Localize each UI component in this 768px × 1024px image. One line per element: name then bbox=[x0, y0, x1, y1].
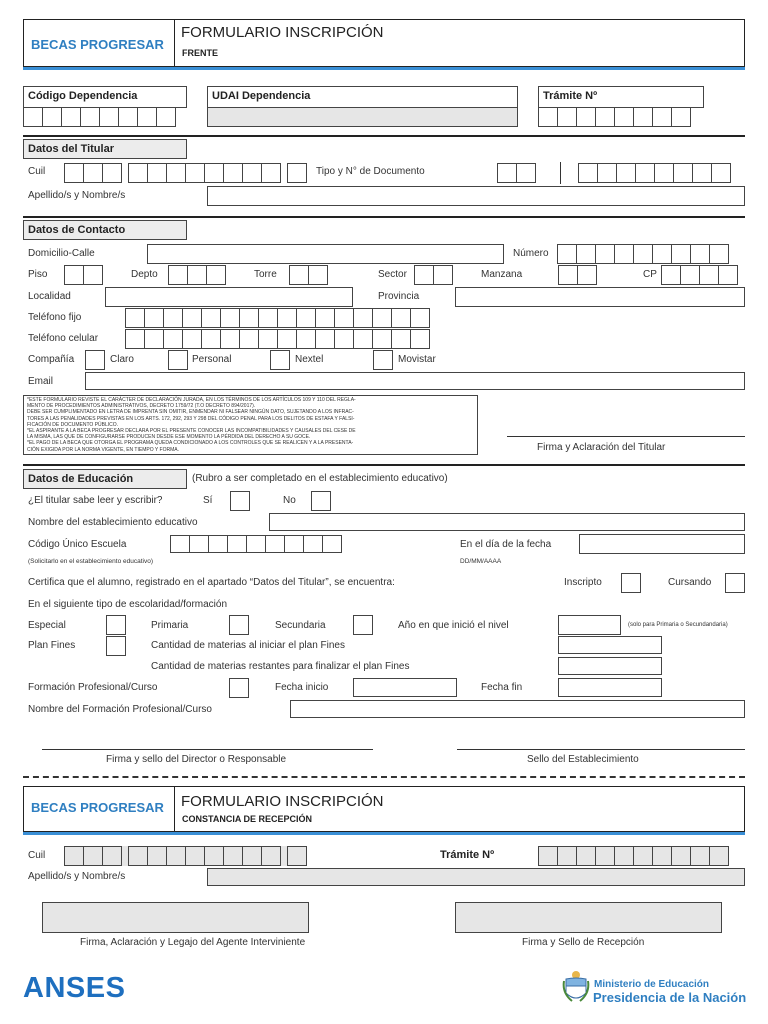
form-prof-label: Formación Profesional/Curso bbox=[28, 682, 158, 693]
legal-line: TORES A LAS PENALIDADES PREVISTAS EN LOS ARTS. 172, 292, 293 Y 298 DEL CÓDIGO PENAL PARA LOS DELITOS DE ESTAFA Y FALSI- bbox=[27, 415, 355, 422]
form-title: FORMULARIO INSCRIPCIÓN bbox=[181, 24, 384, 41]
inscripto-label: Inscripto bbox=[564, 577, 602, 588]
section-educacion: Datos de Educación bbox=[23, 469, 187, 489]
cant-restantes-label: Cantidad de materias restantes para finalizar el plan Fines bbox=[151, 661, 410, 672]
apellido-input[interactable] bbox=[207, 186, 745, 206]
si-checkbox[interactable] bbox=[230, 491, 250, 511]
constancia-apellido-input[interactable] bbox=[207, 868, 745, 886]
nombre-form-label: Nombre del Formación Profesional/Curso bbox=[28, 704, 212, 715]
legal-line: FICACIÓN DE DOCUMENTO PÚBLICO. bbox=[27, 421, 119, 428]
legal-text bbox=[27, 397, 477, 453]
sello-est-label: Sello del Establecimiento bbox=[527, 754, 639, 765]
torre-label: Torre bbox=[254, 269, 277, 280]
firma-agente-box[interactable] bbox=[42, 902, 309, 933]
cant-iniciar-input[interactable] bbox=[558, 636, 662, 654]
section-contacto: Datos de Contacto bbox=[23, 220, 187, 240]
constancia-cuil-label: Cuil bbox=[28, 850, 46, 861]
personal-label: Personal bbox=[192, 354, 232, 365]
fecha-dia-label: En el día de la fecha bbox=[460, 539, 552, 550]
rule-contacto bbox=[23, 216, 745, 218]
header-divider bbox=[174, 19, 175, 67]
ministerio-label: Ministerio de Educación bbox=[594, 979, 710, 990]
cue-note: (Solicitarlo en el establecimiento educativo) bbox=[28, 558, 154, 565]
numero-doc-cells[interactable] bbox=[578, 163, 730, 183]
fecha-dia-input[interactable] bbox=[579, 534, 745, 554]
rule-titular bbox=[23, 135, 745, 137]
cue-label: Código Único Escuela bbox=[28, 539, 127, 550]
cuil-cells[interactable] bbox=[64, 163, 306, 183]
constancia-blue-bar bbox=[23, 832, 745, 835]
cursando-checkbox[interactable] bbox=[725, 573, 745, 593]
primaria-label: Primaria bbox=[151, 620, 189, 631]
fecha-fin-input[interactable] bbox=[558, 678, 662, 697]
tel-fijo-cells[interactable] bbox=[125, 308, 429, 328]
primaria-checkbox[interactable] bbox=[229, 615, 249, 635]
cue-cells[interactable] bbox=[170, 535, 341, 553]
nombre-est-label: Nombre del establecimiento educativo bbox=[28, 517, 198, 528]
tel-fijo-label: Teléfono fijo bbox=[28, 312, 82, 323]
numero-label: Número bbox=[513, 248, 549, 259]
torre-cells[interactable] bbox=[289, 265, 327, 285]
constancia-title: FORMULARIO INSCRIPCIÓN bbox=[181, 793, 384, 810]
sector-cells[interactable] bbox=[414, 265, 452, 285]
legal-line: CIÓN EXIGIDA POR LA NORMA VIGENTE, EN TIEMPO Y FORMA. bbox=[27, 446, 179, 453]
doc-separator bbox=[560, 162, 561, 184]
domicilio-label: Domicilio-Calle bbox=[28, 248, 95, 259]
fecha-inicio-input[interactable] bbox=[353, 678, 457, 697]
plan-fines-label: Plan Fines bbox=[28, 640, 76, 651]
tramite-label: Trámite Nº bbox=[543, 90, 598, 102]
compania-label: Compañía bbox=[28, 354, 75, 365]
cuil-label: Cuil bbox=[28, 166, 46, 177]
cant-iniciar-label: Cantidad de materias al iniciar el plan Fines bbox=[151, 640, 345, 651]
no-checkbox[interactable] bbox=[311, 491, 331, 511]
localidad-input[interactable] bbox=[105, 287, 353, 307]
certifica-label: Certifica que el alumno, registrado en el apartado “Datos del Titular”, se encuentra: bbox=[28, 577, 395, 588]
email-input[interactable] bbox=[85, 372, 745, 390]
rule-educacion bbox=[23, 464, 745, 466]
email-label: Email bbox=[28, 376, 54, 387]
tipo-esc-label: En el siguiente tipo de escolaridad/formación bbox=[28, 599, 228, 610]
sector-label: Sector bbox=[378, 269, 407, 280]
legal-line: LA MISMA, LAS QUE DE CONFIGURARSE PRODUCEN DESDE ESE MOMENTO LA PÉRDIDA DEL DERECHO A SU GOCE. bbox=[27, 434, 311, 441]
constancia-cuil-cells[interactable] bbox=[64, 846, 306, 866]
nombre-form-input[interactable] bbox=[290, 700, 745, 718]
localidad-label: Localidad bbox=[28, 291, 71, 302]
depto-cells[interactable] bbox=[168, 265, 225, 285]
firma-titular-line[interactable] bbox=[507, 436, 745, 437]
anio-inicio-label: Año en que inició el nivel bbox=[398, 620, 509, 631]
inscripto-checkbox[interactable] bbox=[621, 573, 641, 593]
constancia-apellido-label: Apellido/s y Nombre/s bbox=[28, 871, 126, 882]
constancia-divider bbox=[174, 786, 175, 832]
firma-director-line[interactable] bbox=[42, 749, 373, 750]
piso-label: Piso bbox=[28, 269, 48, 280]
udai-label: UDAI Dependencia bbox=[212, 90, 311, 102]
firma-director-label: Firma y sello del Director o Responsable bbox=[106, 754, 287, 765]
fecha-inicio-label: Fecha inicio bbox=[275, 682, 329, 693]
header-blue-bar bbox=[23, 67, 745, 70]
tel-celular-label: Teléfono celular bbox=[28, 333, 99, 344]
especial-label: Especial bbox=[28, 620, 66, 631]
udai-input[interactable] bbox=[207, 107, 518, 127]
cursando-label: Cursando bbox=[668, 577, 712, 588]
legal-line: MENTO DE PROCEDIMIENTOS ADMINISTRATIVOS, DECRETO 1759/72 (T.O DECRETO 894/2017). bbox=[27, 403, 256, 410]
fecha-fin-label: Fecha fin bbox=[481, 682, 523, 693]
form-side: FRENTE bbox=[182, 48, 218, 58]
si-label: Sí bbox=[203, 495, 213, 506]
fecha-format: DD/MM/AAAA bbox=[460, 558, 502, 565]
tel-celular-cells[interactable] bbox=[125, 329, 429, 349]
firma-recepcion-label: Firma y Sello de Recepción bbox=[522, 937, 645, 948]
legal-line: *EL PAGO DE LA BECA QUE OTORGA EL PROGRAMA QUEDA CONDICIONADO A LOS CONTROLES QUE SE REALICEN Y A LA PRESENTA- bbox=[27, 440, 354, 447]
domicilio-input[interactable] bbox=[147, 244, 504, 264]
claro-label: Claro bbox=[110, 354, 134, 365]
nextel-label: Nextel bbox=[295, 354, 324, 365]
personal-checkbox[interactable] bbox=[168, 350, 188, 370]
tipo-doc-cells[interactable] bbox=[497, 163, 535, 183]
presidencia-label: Presidencia de la Nación bbox=[593, 990, 747, 1005]
provincia-input[interactable] bbox=[455, 287, 745, 307]
claro-checkbox[interactable] bbox=[85, 350, 105, 370]
provincia-label: Provincia bbox=[378, 291, 420, 302]
especial-checkbox[interactable] bbox=[106, 615, 126, 635]
sello-est-line[interactable] bbox=[457, 749, 745, 750]
apellido-label: Apellido/s y Nombre/s bbox=[28, 190, 126, 201]
piso-cells[interactable] bbox=[64, 265, 102, 285]
codigo-dependencia-label: Código Dependencia bbox=[28, 90, 138, 102]
sabe-leer-label: ¿El titular sabe leer y escribir? bbox=[28, 495, 163, 506]
movistar-checkbox[interactable] bbox=[373, 350, 393, 370]
legal-line: DEBE SER CUMPLIMENTADO EN LETRA DE IMPRENTA SIN OMITIR, ENMENDAR NI FALSEAR NINGÚN DATO, SUJETANDO A LOS INFRAC- bbox=[27, 409, 354, 416]
secundaria-label: Secundaria bbox=[275, 620, 326, 631]
cp-label: CP bbox=[643, 269, 657, 280]
firma-titular-label: Firma y Aclaración del Titular bbox=[537, 442, 666, 453]
manzana-label: Manzana bbox=[481, 269, 523, 280]
firma-recepcion-box[interactable] bbox=[455, 902, 722, 933]
solo-para-note: (solo para Primaria o Secundandaria) bbox=[628, 622, 728, 628]
cut-line bbox=[23, 776, 745, 778]
tramite-cells[interactable] bbox=[538, 107, 690, 127]
anses-logo: ANSES bbox=[23, 972, 126, 1004]
educacion-note: (Rubro a ser completado en el establecimiento educativo) bbox=[192, 473, 448, 484]
nombre-est-input[interactable] bbox=[269, 513, 745, 531]
program-name: BECAS PROGRESAR bbox=[31, 37, 164, 52]
manzana-cells[interactable] bbox=[558, 265, 596, 285]
constancia-subtitle: CONSTANCIA DE RECEPCIÓN bbox=[182, 814, 313, 824]
legal-line: *EL ASPIRANTE A LA BECA PROGRESAR DECLARA POR EL PRESENTE CONOCER LAS INCOMPATIBILIDADES Y CAUSALES DEL CESE DE bbox=[27, 428, 356, 435]
constancia-program: BECAS PROGRESAR bbox=[31, 800, 164, 815]
numero-cells[interactable] bbox=[557, 244, 728, 264]
escudo-icon bbox=[562, 969, 590, 1005]
anio-inicio-input[interactable] bbox=[558, 615, 621, 635]
section-titular: Datos del Titular bbox=[23, 139, 187, 159]
secundaria-checkbox[interactable] bbox=[353, 615, 373, 635]
constancia-tramite-cells[interactable] bbox=[538, 846, 728, 866]
form-prof-checkbox[interactable] bbox=[229, 678, 249, 698]
tipo-doc-label: Tipo y N° de Documento bbox=[316, 166, 425, 177]
codigo-dependencia-cells[interactable] bbox=[23, 107, 175, 127]
movistar-label: Movistar bbox=[398, 354, 436, 365]
depto-label: Depto bbox=[131, 269, 158, 280]
legal-line: *ESTE FORMULARIO REVISTE EL CARÁCTER DE DECLARACIÓN JURADA, EN LOS TÉRMINOS DE LOS ARTÍCULOS 109 Y 110 DEL REGLA- bbox=[27, 397, 356, 403]
plan-fines-checkbox[interactable] bbox=[106, 636, 126, 656]
constancia-tramite-label: Trámite Nº bbox=[440, 849, 495, 861]
firma-agente-label: Firma, Aclaración y Legajo del Agente Interviniente bbox=[80, 937, 306, 948]
cp-cells[interactable] bbox=[661, 265, 737, 285]
no-label: No bbox=[283, 495, 296, 506]
cant-restantes-input[interactable] bbox=[558, 657, 662, 675]
nextel-checkbox[interactable] bbox=[270, 350, 290, 370]
